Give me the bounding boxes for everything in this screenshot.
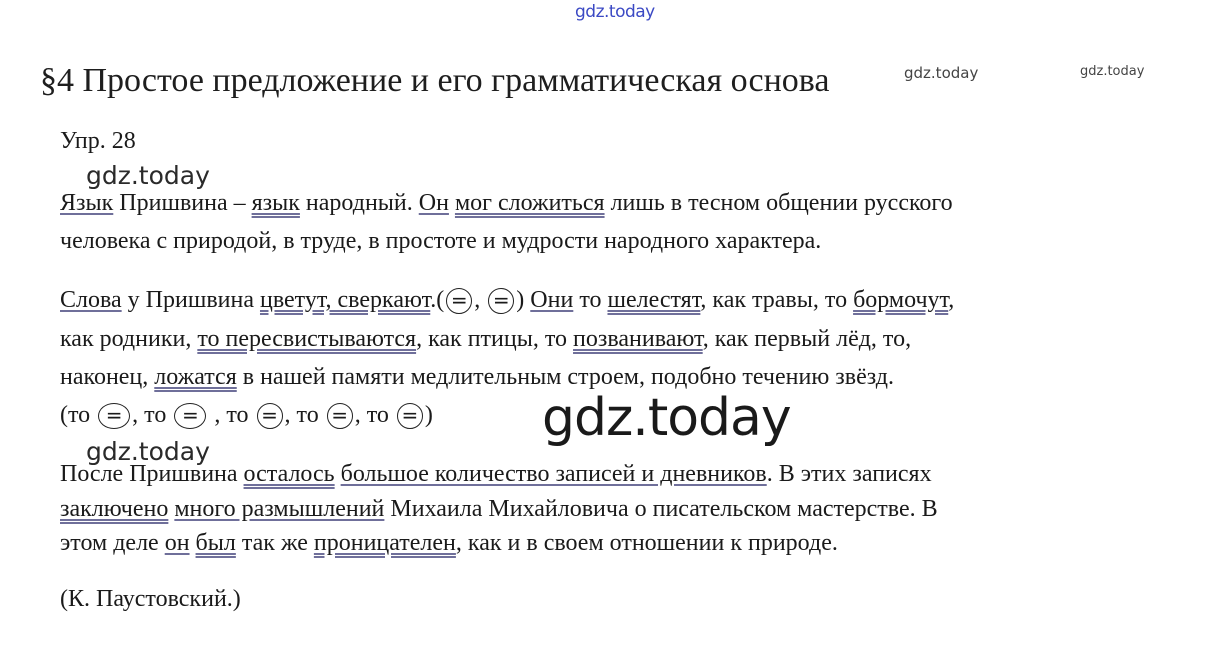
predicate: осталось: [243, 461, 335, 487]
predicate: был: [195, 530, 236, 556]
watermark-title: gdz.today: [904, 64, 979, 82]
author-attribution: (К. Паустовский.): [60, 586, 241, 612]
text: у Пришвина: [121, 287, 260, 313]
text: , как первый лёд, то,: [702, 326, 912, 352]
text: Михаила Михайловича о писательском мастерстве. В: [384, 496, 938, 522]
text: , как и в своем отношении к природе.: [455, 530, 838, 556]
text: ): [516, 287, 531, 313]
paragraph-3-line-2: [60, 496, 938, 523]
exercise-number: Упр. 28: [60, 128, 136, 154]
text: так же: [235, 530, 314, 556]
subject: Слова: [60, 287, 122, 313]
text: , то: [284, 402, 325, 428]
text: ,: [948, 287, 955, 313]
text: в нашей памяти медлительным строем, подобно течению звёзд.: [236, 364, 894, 390]
watermark-center: gdz.today: [542, 388, 791, 448]
text: народный.: [299, 190, 419, 216]
text: . В этих записях: [766, 461, 932, 487]
subject: много размышлений: [174, 496, 385, 522]
predicate-scheme-icon: =: [488, 288, 514, 314]
text: ,: [474, 287, 487, 313]
predicate-scheme-icon: =: [327, 403, 353, 429]
predicate: цветут, сверкают: [259, 287, 431, 313]
text: После Пришвина: [60, 461, 244, 487]
subject: Он: [418, 190, 449, 216]
predicate: позванивают: [573, 326, 703, 352]
text: (то: [60, 402, 97, 428]
predicate: язык: [251, 190, 300, 216]
watermark-corner: gdz.today: [1080, 64, 1145, 79]
text: Пришвина –: [113, 190, 252, 216]
watermark-exercise: gdz.today: [86, 161, 210, 190]
text: , как травы, то: [700, 287, 854, 313]
predicate-scheme-icon: =: [397, 403, 423, 429]
predicate: ложатся: [154, 364, 237, 390]
paragraph-1-line-1: [60, 190, 953, 217]
subject: большое количество записей и дневников: [340, 461, 767, 487]
text: , как птицы, то: [416, 326, 574, 352]
subject: он: [164, 530, 190, 556]
page-title: §4 Простое предложение и его грамматическая основа: [40, 62, 830, 99]
predicate: то пересвистываются: [197, 326, 417, 352]
paragraph-1-line-2: человека с природой, в труде, в простоте и мудрости народного характера.: [60, 228, 822, 254]
predicate: проницателен: [313, 530, 456, 556]
text: , то: [208, 402, 255, 428]
predicate-scheme-icon: =: [174, 403, 206, 429]
paragraph-3-line-1: [60, 461, 932, 488]
predicate: шелестят: [607, 287, 701, 313]
text: этом деле: [60, 530, 165, 556]
text: наконец,: [60, 364, 155, 390]
subject: Они: [530, 287, 574, 313]
text: .(: [430, 287, 445, 313]
watermark-top: gdz.today: [575, 2, 655, 22]
text: лишь в тесном общении русского: [604, 190, 953, 216]
paragraph-2-line-2: [60, 326, 911, 353]
predicate: заключено: [60, 496, 169, 522]
watermark-left: gdz.today: [86, 437, 210, 466]
paragraph-2-line-1: [60, 287, 954, 314]
text: , то: [354, 402, 395, 428]
predicate-scheme-icon: =: [98, 403, 130, 429]
paragraph-2-line-3: [60, 364, 894, 391]
paragraph-3-line-3: [60, 530, 838, 557]
text: как родники,: [60, 326, 198, 352]
text: то: [573, 287, 608, 313]
predicate: бормочут: [853, 287, 949, 313]
paragraph-2-scheme: [60, 402, 433, 429]
predicate: мог сложиться: [454, 190, 605, 216]
predicate-scheme-icon: =: [257, 403, 283, 429]
text: , то: [132, 402, 173, 428]
text: ): [424, 402, 433, 428]
predicate-scheme-icon: =: [446, 288, 472, 314]
subject: Язык: [60, 190, 114, 216]
